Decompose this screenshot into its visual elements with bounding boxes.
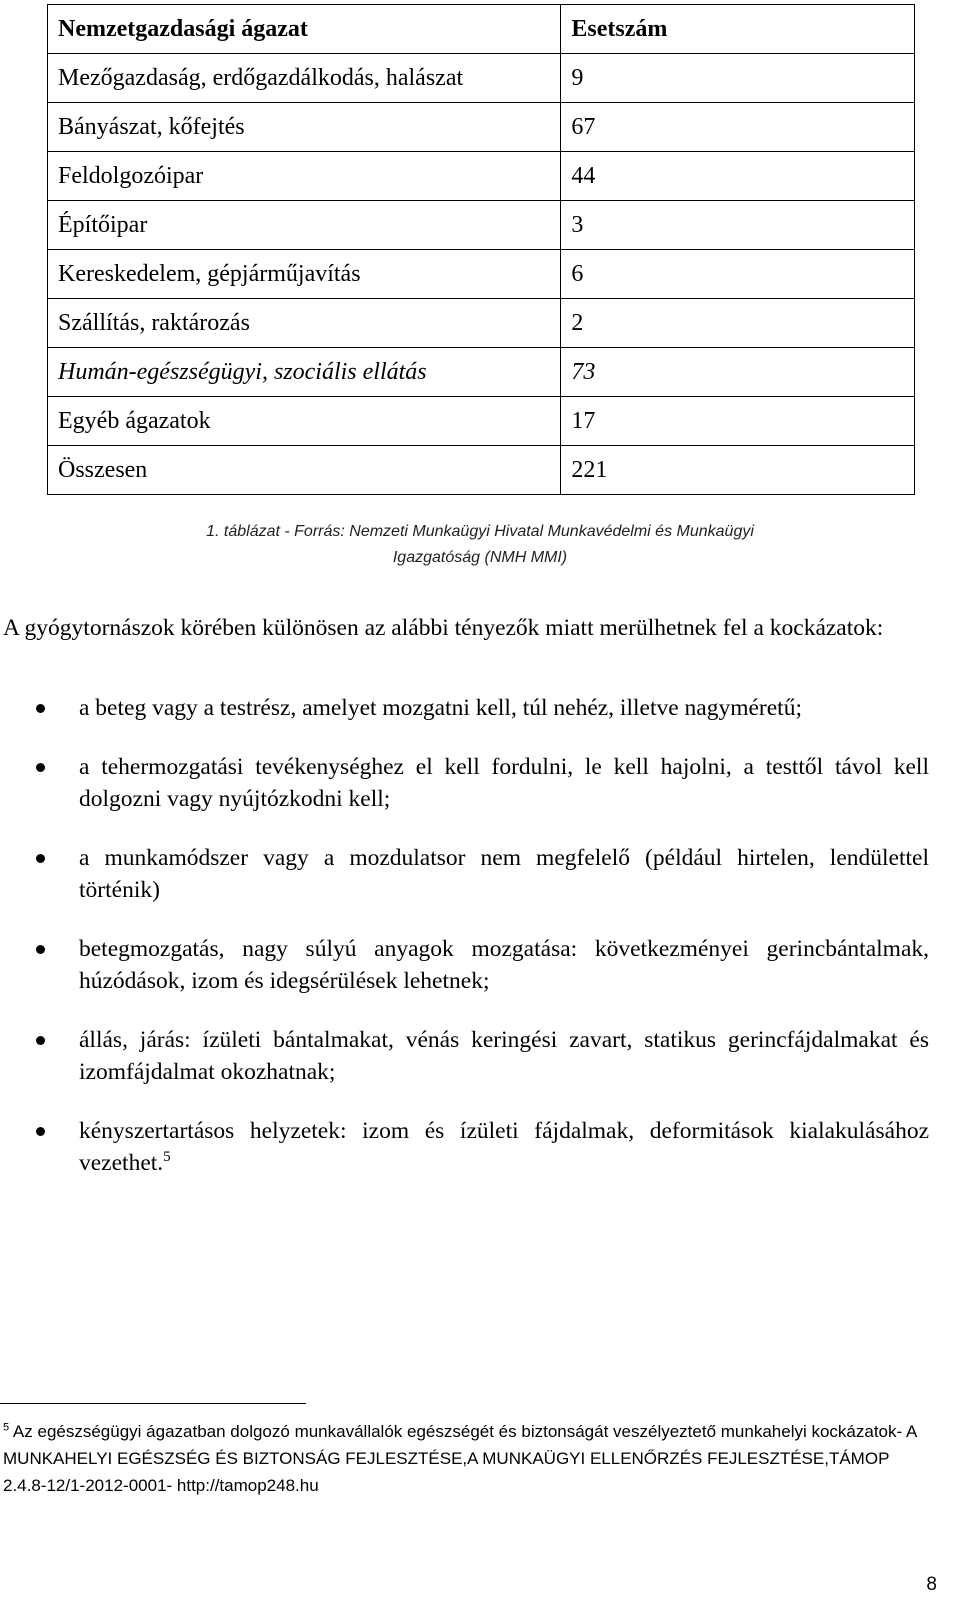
count-cell: 44: [561, 152, 915, 201]
table-row: [48, 397, 915, 446]
footnote-text: Az egészségügyi ágazatban dolgozó munkavállalók egészségét és biztonságát veszélyeztető munkahelyi kockázatok- A MUNKAHELYI EGÉSZSÉG ÉS BIZTONSÁG FEJLESZTÉSE,A MUNKAÜGYI ELLENŐRZÉS FEJLESZTÉSE,TÁMOP 2.4.8-12/1-2012-0001- http://tamop248.hu: [3, 1422, 917, 1495]
list-item: [0, 1024, 929, 1088]
table-total-row: [48, 446, 915, 495]
risk-factor-list: [0, 692, 960, 1206]
list-item-text: kényszertartásos helyzetek: izom és ízületi fájdalmak, deformitások kialakulásához vezethet.: [79, 1118, 929, 1176]
footnote-separator: [0, 1403, 306, 1404]
column-header-count: Esetszám: [561, 5, 915, 54]
list-item: [0, 751, 929, 815]
table-row: [48, 54, 915, 103]
table-caption-line: Igazgatóság (NMH MMI): [392, 549, 568, 566]
footnote-number: 5: [3, 1421, 10, 1434]
list-item: [0, 933, 929, 997]
sector-cell: Egyéb ágazatok: [48, 397, 561, 446]
table-caption: [0, 519, 960, 571]
count-cell: 67: [561, 103, 915, 152]
list-item: [0, 1115, 929, 1179]
column-header-sector: Nemzetgazdasági ágazat: [48, 5, 561, 54]
count-cell: 3: [561, 201, 915, 250]
table-row: [48, 152, 915, 201]
sector-cell: Összesen: [48, 446, 561, 495]
bullet-icon: [36, 945, 45, 954]
list-item-text: állás, járás: ízületi bántalmakat, vénás keringési zavart, statikus gerincfájdalmakat és izomfájdalmat okozhatnak;: [79, 1027, 929, 1085]
count-cell: 6: [561, 250, 915, 299]
table-row: [48, 103, 915, 152]
sector-cases-table: [47, 4, 915, 495]
footnote: [3, 1418, 933, 1499]
intro-paragraph: A gyógytornászok körében különösen az alábbi tényezők miatt merülhetnek fel a kockázatok:: [3, 615, 884, 641]
sector-cell: Mezőgazdaság, erdőgazdálkodás, halászat: [48, 54, 561, 103]
bullet-icon: [36, 1036, 45, 1045]
sector-cell: Szállítás, raktározás: [48, 299, 561, 348]
bullet-icon: [36, 704, 45, 713]
list-item-text: betegmozgatás, nagy súlyú anyagok mozgatása: következményei gerincbántalmak, húzódások, izom és idegsérülések lehetnek;: [79, 936, 929, 994]
sector-cell: Feldolgozóipar: [48, 152, 561, 201]
list-item: [0, 692, 929, 724]
table-header-row: [48, 5, 915, 54]
bullet-icon: [36, 1127, 45, 1136]
list-item-text: a munkamódszer vagy a mozdulatsor nem megfelelő (például hirtelen, lendülettel történik): [79, 845, 929, 903]
list-item: [0, 842, 929, 906]
page-number: 8: [926, 1574, 937, 1595]
footnote-reference[interactable]: 5: [163, 1149, 171, 1166]
table-row: [48, 250, 915, 299]
sector-cell: Bányászat, kőfejtés: [48, 103, 561, 152]
count-cell: 17: [561, 397, 915, 446]
sector-cell: Építőipar: [48, 201, 561, 250]
bullet-icon: [36, 854, 45, 863]
count-cell: 2: [561, 299, 915, 348]
sector-cell: Humán-egészségügyi, szociális ellátás: [48, 348, 561, 397]
count-cell: 221: [561, 446, 915, 495]
count-cell: 9: [561, 54, 915, 103]
bullet-icon: [36, 763, 45, 772]
table-caption-line: 1. táblázat - Forrás: Nemzeti Munkaügyi Hivatal Munkavédelmi és Munkaügyi: [206, 523, 754, 540]
sector-cell: Kereskedelem, gépjárműjavítás: [48, 250, 561, 299]
table-row: [48, 299, 915, 348]
table-row: [48, 201, 915, 250]
table-row: [48, 348, 915, 397]
list-item-text: a beteg vagy a testrész, amelyet mozgatni kell, túl nehéz, illetve nagyméretű;: [79, 695, 802, 721]
count-cell: 73: [561, 348, 915, 397]
list-item-text: a tehermozgatási tevékenységhez el kell fordulni, le kell hajolni, a testtől távol kell dolgozni vagy nyújtózkodni kell;: [79, 754, 929, 812]
